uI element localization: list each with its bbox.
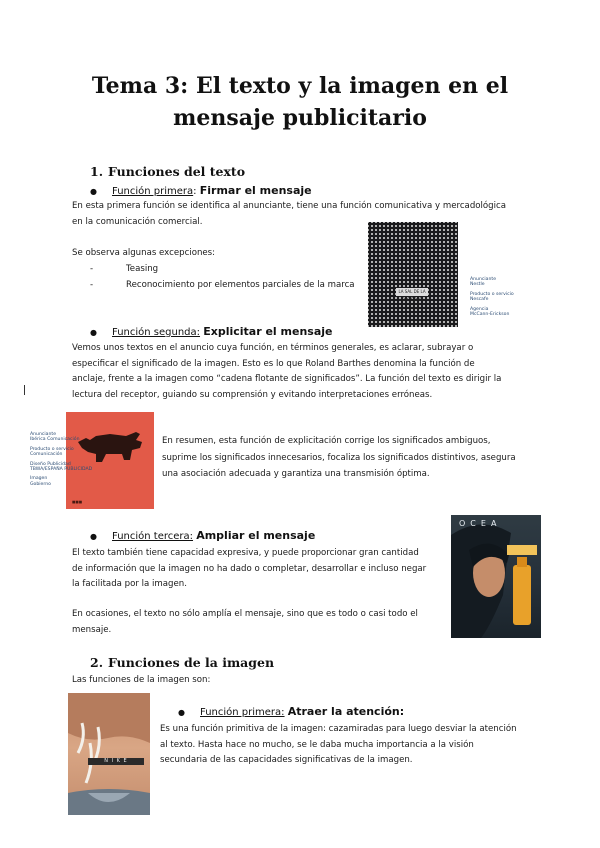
nescafe-ad-image: LA SAL DE LA SOCIEDAD <box>368 222 458 327</box>
haircare-brand: OCEA <box>459 519 502 528</box>
function-1-title: Firmar el mensaje <box>199 184 312 197</box>
section-2-title: Funciones de la imagen <box>108 655 275 670</box>
bullet-icon: ● <box>178 708 185 717</box>
bullet-icon: ● <box>90 532 97 541</box>
model-illustration <box>451 515 541 638</box>
image-function-1-label: Función primera: <box>200 707 285 718</box>
exceptions-intro: Se observa algunas excepciones: <box>72 248 216 258</box>
image-2-caption: Anunciante Ibérica Comunicación Producto o servicio Comunicación Diseño Publicidad TBWA/ESPAÑA PUBLICIDAD Imagen Gobierno <box>30 432 93 487</box>
title-line-2: mensaje publicitario <box>173 105 427 131</box>
function-1-paragraph: En esta primera función se identifica al anunciante, tiene una función comunicativa y mercadológica en la comunicación comercial. <box>72 201 507 227</box>
section-1-heading <box>90 164 245 179</box>
function-3-label: Función tercera: <box>112 531 194 542</box>
section-2-heading <box>90 655 274 670</box>
text-cursor <box>24 385 25 395</box>
function-2-summary: En resumen, esta función de explicitación corrige los significados ambiguos, suprime los significados innecesarios, focaliza los significados distintivos, asegura una asociación adecuada y garantiza una transmisión óptima. <box>162 436 516 479</box>
function-1-label: Función primera <box>112 186 194 197</box>
function-1-bullet: ● Función primera: Firmar el mensaje <box>90 184 312 197</box>
section-2-number: 2. <box>90 655 104 670</box>
fashion-brand-band: N I K E <box>88 758 144 765</box>
fashion-ad-image <box>68 693 150 815</box>
bullet-icon: ● <box>90 187 97 196</box>
page-title <box>60 70 540 134</box>
poster-footer: ■■■ <box>72 500 83 504</box>
function-3-bullet <box>90 529 315 542</box>
function-2-title: Explicitar el mensaje <box>203 325 333 338</box>
image-function-1-paragraph: Es una función primitiva de la imagen: cazamiradas para luego desviar la atención al texto. Hasta hace no mucho, se le daba mucha importancia a la visión secundaria de las capacidades significativas de la imagen. <box>160 724 517 765</box>
function-2-bullet <box>90 325 333 338</box>
function-3-paragraph-2: En ocasiones, el texto no sólo amplía el mensaje, sino que es todo o casi todo el mensaje. <box>72 609 418 635</box>
function-2-label: Función segunda: <box>112 327 201 338</box>
exceptions-list <box>90 262 355 293</box>
list-item: - Reconocimiento por elementos parciales de la marca <box>90 279 355 290</box>
section-1-title: Funciones del texto <box>108 164 246 179</box>
section-2-intro: Las funciones de la imagen son: <box>72 675 211 685</box>
image-1-caption: Anunciante Nestle Producto o servicio Nescafe Agencia McCann-Erickson <box>470 277 514 318</box>
function-3-paragraph: El texto también tiene capacidad expresiva, y puede proporcionar gran cantidad de información que la imagen no ha dado o completar, desarrollar e incluso negar la facilitada por la imagen. <box>72 548 427 589</box>
image-function-1-bullet <box>178 705 404 718</box>
function-2-paragraph: Vemos unos textos en el anuncio cuya función, en términos generales, es aclarar, subrayar o especificar el significado de la imagen. Esto es lo que Roland Barthes denomina la función de anclaje, frente a la imagen como “cadena flotante de significados”. La función del texto es dirigir la lectura del receptor, guiando su comprensión y evitando interpretaciones erróneas. <box>72 343 502 400</box>
function-3-title: Ampliar el mensaje <box>196 529 316 542</box>
body-illustration <box>68 693 150 815</box>
haircare-ad-image <box>451 515 541 638</box>
list-item: - Teasing <box>90 264 159 274</box>
bullet-icon: ● <box>90 328 97 337</box>
image-function-1-title: Atraer la atención: <box>287 705 405 718</box>
section-1-number: 1. <box>90 164 104 179</box>
title-line-1: Tema 3: El texto y la imagen en el <box>91 73 509 99</box>
